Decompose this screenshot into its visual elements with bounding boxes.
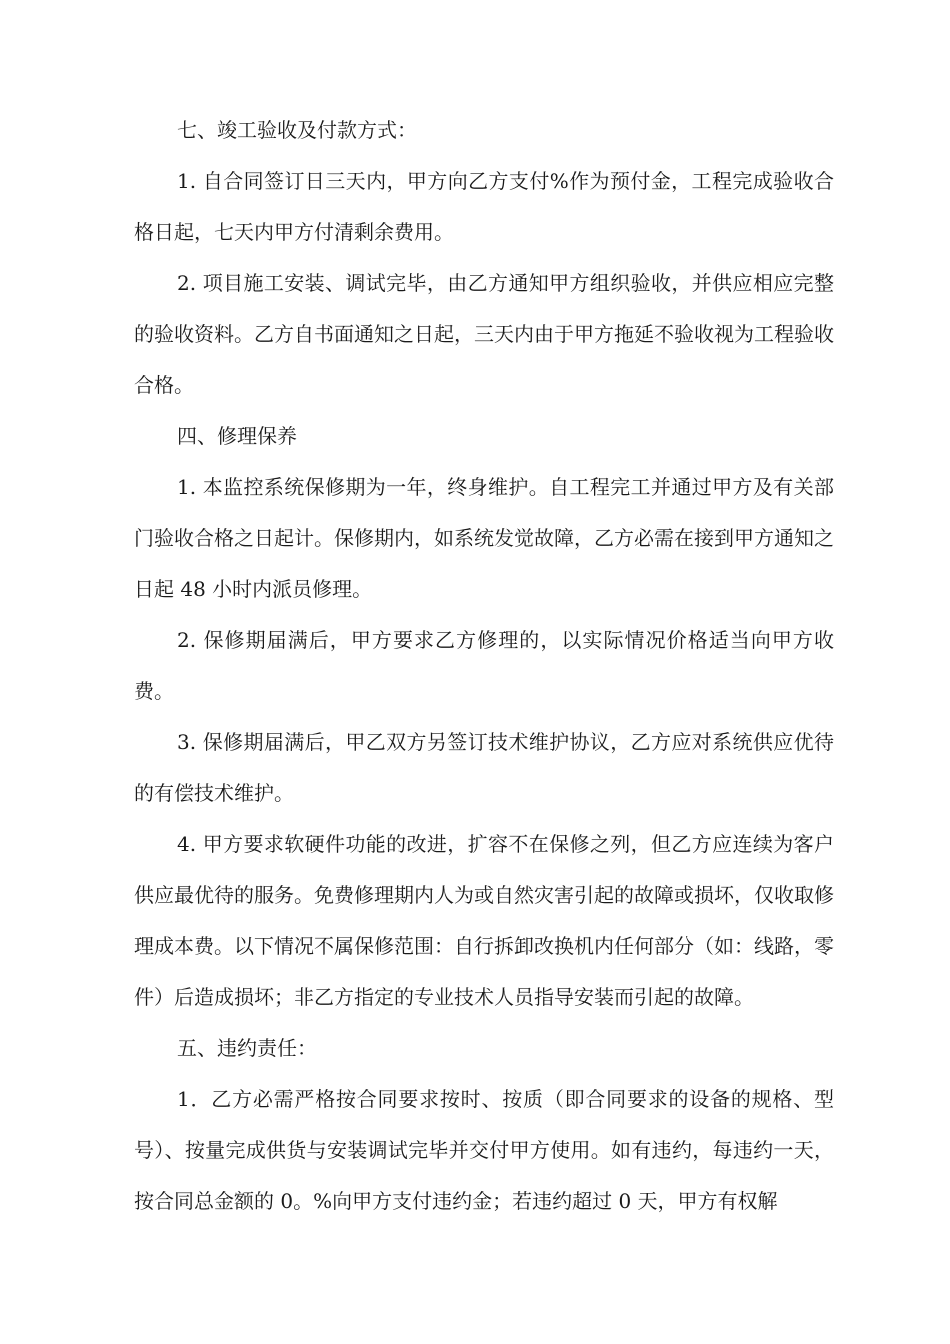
clause-prepayment: 1. 自合同签订日三天内，甲方向乙方支付%作为预付金，工程完成验收合格日起，七天内甲方付清剩余费用。: [134, 169, 834, 244]
clause-delivery-obligation: 1．乙方必需严格按合同要求按时、按质（即合同要求的设备的规格、型号）、按量完成供货与安装调试完毕并交付甲方使用。如有违约，每违约一天，按合同总金额的 0。%向甲方支付违约金；若违约超过 0 天，甲方有权解: [134, 1087, 834, 1213]
document-body: [134, 105, 834, 1227]
clause-warranty-period: 1. 本监控系统保修期为一年，终身维护。自工程完工并通过甲方及有关部门验收合格之日起计。保修期内，如系统发觉故障，乙方必需在接到甲方通知之日起 48 小时内派员修理。: [134, 475, 834, 601]
section-heading-breach: 五、违约责任：: [177, 1036, 317, 1060]
clause-post-warranty-fee: 2. 保修期届满后，甲方要求乙方修理的，以实际情况价格适当向甲方收费。: [134, 628, 834, 703]
clause-technical-maintenance: 3. 保修期届满后，甲乙双方另签订技术维护协议，乙方应对系统供应优待的有偿技术维护。: [134, 730, 834, 805]
clause-exclusions: 4. 甲方要求软硬件功能的改进，扩容不在保修之列，但乙方应连续为客户供应最优待的服务。免费修理期内人为或自然灾害引起的故障或损坏，仅收取修理成本费。以下情况不属保修范围：自行拆卸改换机内任何部分（如：线路，零件）后造成损坏；非乙方指定的专业技术人员指导安装而引起的故障。: [134, 832, 834, 1009]
section-heading-acceptance-payment: 七、竣工验收及付款方式：: [177, 118, 417, 142]
section-heading-maintenance: 四、修理保养: [177, 424, 297, 448]
clause-acceptance: 2. 项目施工安装、调试完毕，由乙方通知甲方组织验收，并供应相应完整的验收资料。乙方自书面通知之日起，三天内由于甲方拖延不验收视为工程验收合格。: [134, 271, 834, 397]
